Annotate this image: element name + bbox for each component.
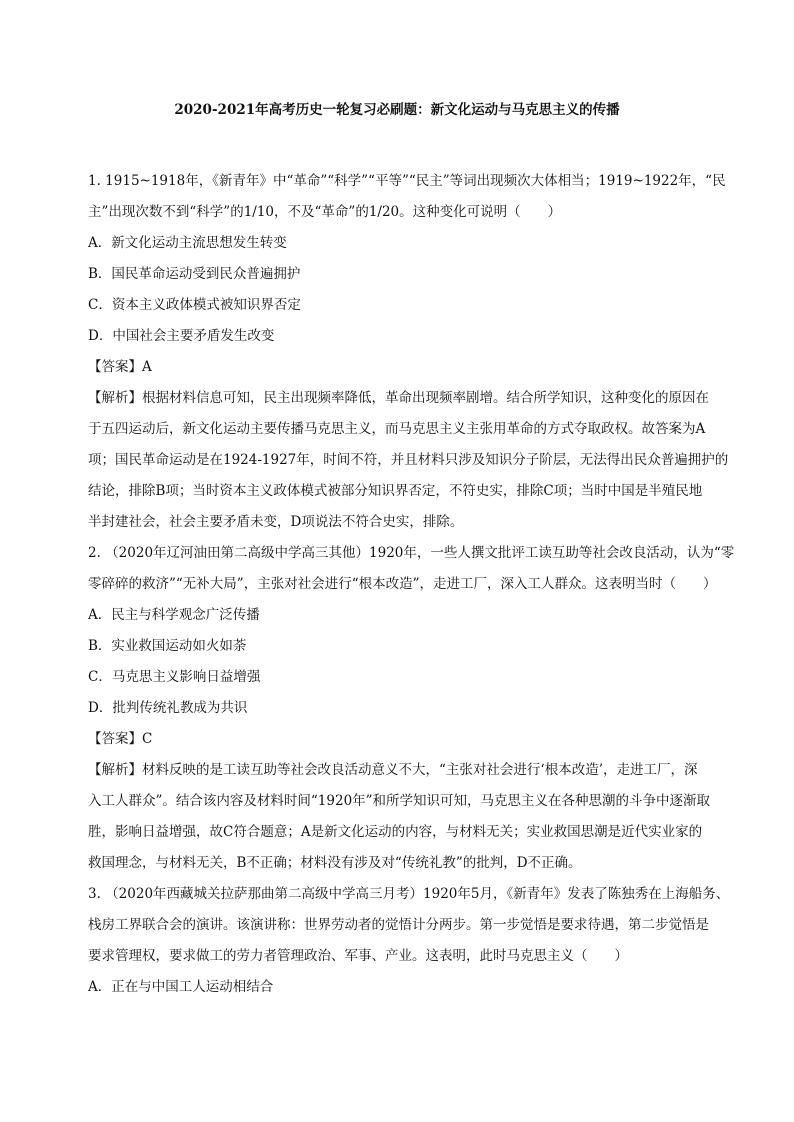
option-a: A．正在与中国工人运动相结合 [88,979,274,995]
analysis-line: 救国理念，与材料无关，B不正确；材料没有涉及对“传统礼教”的批判，D不正确。 [88,855,582,871]
option-b: B．实业救国运动如火如荼 [88,638,247,654]
analysis-line: 项；国民革命运动是在1924-1927年，时间不符，并且材料只涉及知识分子阶层，无法得出民众普遍拥护的 [88,452,729,468]
question-stem-line: 零碎碎的救济”“无补大局”，主张对社会进行“根本改造”，走进工厂，深入工人群众。这表明当时（ ） [88,576,717,592]
option-c: C．资本主义政体模式被知识界否定 [88,297,301,313]
answer-line: 【答案】C [88,731,153,747]
question-stem-line: 2. （2020年辽河油田第二高级中学高三其他）1920年，一些人撰文批评工读互助等社会改良活动，认为“零 [88,545,735,561]
option-d: D．中国社会主要矛盾发生改变 [88,328,275,344]
document-title: 2020-2021年高考历史一轮复习必刷题：新文化运动与马克思主义的传播 [174,102,620,118]
question-stem-line: 1. 1915~1918年，《新青年》中“革命”“科学”“平等”“民主”等词出现频次大体相当；1919~1922年，“民 [88,173,726,189]
option-d: D．批判传统礼教成为共识 [88,700,248,716]
analysis-line: 入工人群众”。结合该内容及材料时间“1920年”和所学知识可知，马克思主义在各种思潮的斗争中逐渐取 [88,793,711,809]
question-2 [88,538,735,879]
question-1 [88,166,729,538]
question-stem-line: 主”出现次数不到“科学”的1/10，不及“革命”的1/20。这种变化可说明（ ） [88,204,562,220]
analysis-line: 结论，排除B项；当时资本主义政体模式被部分知识界否定，不符史实，排除C项；当时中国是半殖民地 [88,483,703,499]
analysis-line: 【解析】材料反映的是工读互助等社会改良活动意义不大，“主张对社会进行‘根本改造’，走进工厂，深 [88,762,698,778]
question-stem-line: 栈房工界联合会的演讲。该演讲称：世界劳动者的觉悟计分两步。第一步觉悟是要求待遇，第二步觉悟是 [88,917,709,933]
analysis-line: 半封建社会，社会主要矛盾未变，D项说法不符合史实，排除。 [88,514,464,530]
option-b: B．国民革命运动受到民众普遍拥护 [88,266,301,282]
analysis-line: 胜，影响日益增强，故C符合题意；A是新文化运动的内容，与材料无关；实业救国思潮是近代实业家的 [88,824,703,840]
question-stem-line: 要求管理权，要求做工的劳力者管理政治、军事、产业。这表明，此时马克思主义（ ） [88,948,628,964]
question-stem-line: 3. （2020年西藏城关拉萨那曲第二高级中学高三月考）1920年5月，《新青年》发表了陈独秀在上海船务、 [88,886,730,902]
question-3 [88,879,730,1003]
option-a: A．民主与科学观念广泛传播 [88,607,260,623]
answer-line: 【答案】A [88,359,152,375]
option-a: A．新文化运动主流思想发生转变 [88,235,287,251]
analysis-line: 于五四运动后，新文化运动主要传播马克思主义，而马克思主义主张用革命的方式夺取政权。故答案为A [88,421,706,437]
analysis-line: 【解析】根据材料信息可知，民主出现频率降低，革命出现频率剧增。结合所学知识，这种变化的原因在 [88,390,709,406]
option-c: C．马克思主义影响日益增强 [88,669,261,685]
